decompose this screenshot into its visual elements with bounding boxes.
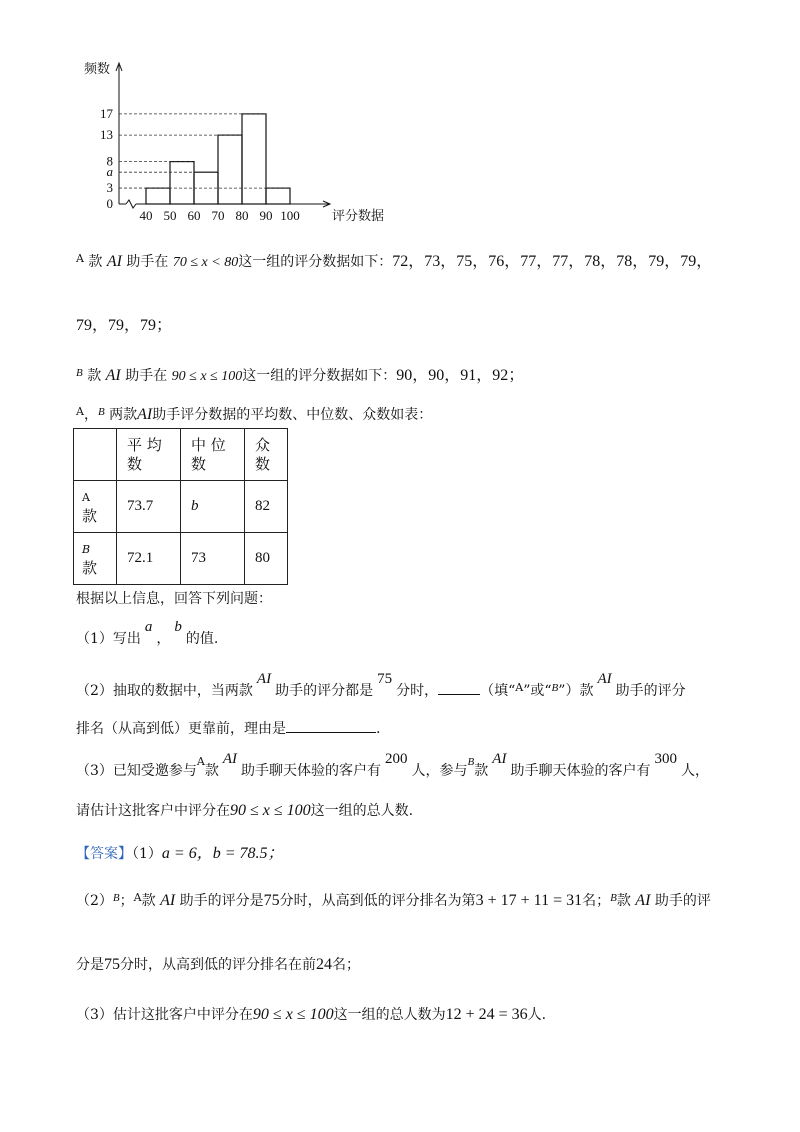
text: （1） — [132, 846, 162, 862]
var-b: b — [174, 619, 182, 635]
score-75: 75 — [263, 892, 280, 909]
header-mean — [117, 429, 181, 481]
range-expr: 70 ≤ x < 80 — [172, 255, 239, 270]
text: 名； — [582, 893, 611, 909]
text: 款 — [141, 893, 156, 909]
text: 款 — [474, 763, 489, 779]
ai-label: AI — [137, 406, 153, 423]
ai-label: AI — [222, 751, 238, 767]
text: 人，参与 — [411, 763, 468, 779]
text: 这一组的总人数为 — [333, 1007, 446, 1023]
text: 分是 — [76, 957, 104, 973]
text: 名； — [332, 957, 360, 973]
score-75: 75 — [377, 671, 393, 687]
row-a-letter: A — [82, 490, 90, 504]
x-tick-label: 80 — [235, 208, 249, 223]
a-values-2: 79，79，79； — [76, 317, 173, 334]
label-b: B — [112, 892, 120, 904]
row-b-median: 73 — [181, 533, 245, 585]
text: 这一组的评分数据如下： — [242, 368, 397, 384]
rank-24: 24 — [316, 956, 332, 973]
row-a-median: b — [181, 481, 245, 533]
header-median-text: 中 位 数 — [191, 435, 226, 473]
text: 分时，从高到低的评分排名在前 — [120, 957, 316, 973]
text: 助手在 — [126, 254, 169, 270]
text: 这一组的评分数据如下： — [238, 254, 393, 270]
text: （3）估计这批客户中评分在 — [76, 1007, 253, 1023]
row-a-mode: 82 — [245, 481, 288, 533]
histogram-bar — [218, 135, 242, 204]
table-row-b — [74, 533, 288, 585]
b-data-line — [76, 362, 524, 385]
header-median — [181, 429, 245, 481]
label-b: B — [97, 406, 105, 418]
answer-tag: 【答案】 — [76, 846, 132, 862]
x-tick-label: 60 — [187, 208, 201, 223]
x-tick-label: 70 — [211, 208, 225, 223]
label-b: B — [467, 756, 475, 768]
header-mode — [245, 429, 288, 481]
after-table-text: 根据以上信息，回答下列问题： — [76, 591, 272, 607]
header-mode-text: 众 数 — [255, 435, 271, 473]
y-axis-label: 频数 — [84, 61, 111, 76]
text: ； — [119, 893, 134, 909]
label-a: A — [76, 252, 84, 265]
histogram-bar — [242, 114, 266, 204]
table-header-row — [74, 429, 288, 481]
x-axis-break — [126, 200, 136, 208]
answer-2-line-2 — [76, 954, 360, 974]
count-b: 300 — [654, 751, 677, 767]
a-data-line — [76, 248, 712, 271]
answer-2 — [76, 890, 711, 910]
row-label-b — [74, 533, 117, 585]
text: （2）抽取的数据中，当两款 — [76, 683, 253, 699]
total-expr: 12 + 24 = 36 — [445, 1006, 528, 1023]
label-a: A — [76, 405, 84, 418]
ai-label: AI — [105, 367, 121, 384]
text: 人， — [680, 763, 709, 779]
histogram-bar — [170, 162, 194, 204]
range-expr: 90 ≤ x ≤ 100 — [252, 1006, 334, 1023]
text: 款 — [88, 254, 103, 270]
row-a-mean: 73.7 — [117, 481, 181, 533]
label-a: A — [196, 755, 205, 768]
label-a: A — [515, 681, 524, 694]
ai-label: AI — [635, 892, 651, 909]
question-2-line-2 — [76, 718, 380, 738]
y-tick-label: 3 — [106, 180, 113, 196]
text: 请估计这批客户中评分在 — [76, 803, 230, 819]
text: 排名（从高到低）更靠前，理由是 — [76, 721, 286, 737]
label-a: A — [133, 891, 142, 904]
range-expr: 90 ≤ x ≤ 100 — [171, 369, 243, 384]
y-tick-label: 8 — [106, 153, 113, 169]
text: 的值. — [185, 631, 219, 647]
text: 分时，从高到低的评分排名为第 — [279, 893, 476, 909]
y-tick-label: a — [106, 164, 113, 180]
text: 这一组的总人数. — [310, 803, 414, 819]
question-3 — [76, 751, 709, 780]
row-b-letter: B — [82, 542, 91, 556]
text: （2） — [76, 893, 113, 909]
text: 助手聊天体验的客户有 — [510, 763, 651, 779]
text: 分时， — [396, 683, 439, 699]
label-b: B — [551, 682, 559, 694]
ai-label: AI — [256, 671, 272, 687]
x-tick-label: 100 — [280, 208, 300, 223]
answer-1 — [76, 840, 284, 863]
a-values-1: 72，73，75，76，77，77，78，78，79，79， — [392, 253, 713, 270]
text: 款 — [616, 893, 631, 909]
histogram-bar — [266, 188, 290, 204]
text: 助手的评 — [654, 893, 711, 909]
text: 款 — [204, 763, 219, 779]
answer-blank-1[interactable] — [438, 694, 480, 695]
question-2 — [76, 671, 686, 700]
row-a-text: 款 — [82, 506, 98, 525]
histogram-chart — [70, 55, 400, 230]
y-tick-label: 0 — [106, 196, 113, 211]
b-values: 90，90，91，92； — [396, 367, 525, 384]
text: . — [376, 721, 381, 737]
answer-blank-2[interactable] — [286, 732, 376, 733]
table-intro: $^A$，$^B$ 两款AI助手评分数据的平均数、中位数、众数如表： — [76, 405, 433, 423]
row-b-mode: 80 — [245, 533, 288, 585]
text: 助手在 — [125, 368, 168, 384]
y-tick-label: 13 — [100, 127, 113, 143]
text: 人. — [527, 1007, 547, 1023]
answer-3 — [76, 1004, 546, 1024]
ai-label: AI — [106, 253, 122, 270]
question-3-line-2 — [76, 800, 413, 820]
ai-label: AI — [492, 751, 507, 767]
text: 助手评分数据的平均数、中位数、众数如表： — [152, 407, 433, 423]
score-75: 75 — [104, 956, 120, 973]
text: 助手的评分都是 — [275, 683, 374, 699]
row-b-mean: 72.1 — [117, 533, 181, 585]
x-tick-label: 90 — [259, 208, 273, 223]
var-a: a — [144, 619, 153, 635]
ai-label: AI — [160, 892, 176, 909]
corner-cell — [74, 429, 117, 481]
chart-layer — [84, 61, 384, 223]
histogram-bar — [146, 188, 170, 204]
text: （3）已知受邀参与 — [76, 763, 197, 779]
ai-label: AI — [597, 671, 612, 687]
x-tick-label: 50 — [163, 208, 177, 223]
row-b-text: 款 — [82, 558, 98, 577]
range-expr: 90 ≤ x ≤ 100 — [230, 802, 311, 819]
row-label-a — [74, 481, 117, 533]
label-b: B — [610, 892, 617, 904]
x-axis-label: 评分数据 — [332, 208, 385, 223]
y-tick-label: 17 — [100, 105, 113, 121]
answer-1-value: a = 6，b = 78.5； — [161, 845, 284, 862]
text: 两款 — [109, 407, 138, 423]
table-row-a — [74, 481, 288, 533]
text: 助手聊天体验的客户有 — [241, 763, 382, 779]
text: 款 — [87, 368, 102, 384]
stats-table — [73, 428, 288, 585]
text: （1）写出 — [76, 631, 141, 647]
text: ”）款 — [558, 683, 594, 699]
question-1: （1）写出a，b的值. — [76, 619, 219, 647]
text: ”或“ — [523, 683, 552, 699]
text: （填“ — [480, 683, 516, 699]
x-tick-label: 40 — [139, 208, 153, 223]
text: 助手的评分是 — [179, 893, 264, 909]
count-a: 200 — [385, 751, 408, 767]
rank-expr: 3 + 17 + 11 = 31 — [475, 892, 583, 909]
text: 助手的评分 — [615, 683, 686, 699]
label-b: B — [76, 367, 83, 379]
header-mean-text: 平 均 数 — [127, 435, 162, 473]
